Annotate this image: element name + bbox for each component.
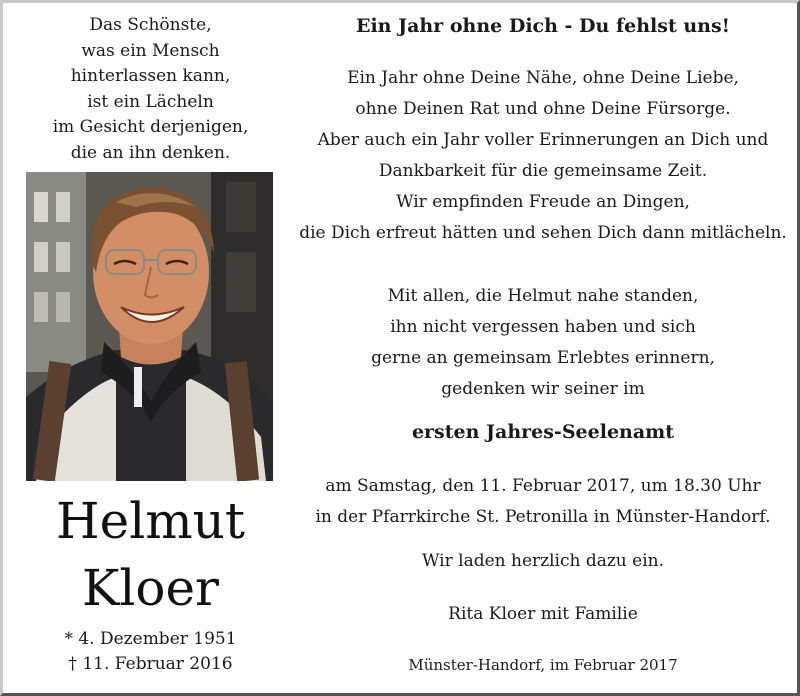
left-column xyxy=(23,13,278,167)
place-and-date: Münster-Handorf, im Februar 2017 xyxy=(408,656,678,674)
death-date: † 11. Februar 2016 xyxy=(68,654,233,674)
first-name: Helmut xyxy=(56,492,245,550)
service-location: in der Pfarrkirche St. Petronilla in Münster-Handorf. xyxy=(315,507,771,527)
quote-line: Das Schönste, xyxy=(89,15,212,35)
invitation-text: Wir laden herzlich dazu ein. xyxy=(421,551,665,571)
quote-line: die an ihn denken. xyxy=(70,142,231,163)
remembrance-paragraph xyxy=(293,63,793,249)
quote-line: was ein Mensch xyxy=(81,40,220,61)
portrait-photo xyxy=(26,172,273,481)
commemoration-paragraph xyxy=(293,281,793,405)
family-signature: Rita Kloer mit Familie xyxy=(448,604,638,624)
text-line: gedenken wir seiner im xyxy=(441,379,645,399)
text-line: Dankbarkeit für die gemeinsame Zeit. xyxy=(378,161,708,181)
headline: Ein Jahr ohne Dich - Du fehlst uns! xyxy=(355,15,731,37)
mass-title: ersten Jahres-Seelenamt xyxy=(411,421,675,443)
memorial-quote xyxy=(23,13,278,167)
text-line: die Dich erfreut hätten und sehen Dich dann mitlächeln. xyxy=(299,223,787,243)
text-line: Mit allen, die Helmut nahe standen, xyxy=(387,286,699,306)
service-details xyxy=(293,471,793,533)
service-time: am Samstag, den 11. Februar 2017, um 18.30 Uhr xyxy=(325,476,761,496)
text-line: ihn nicht vergessen haben und sich xyxy=(390,317,696,337)
text-line: Wir empfinden Freude an Dingen, xyxy=(396,192,690,212)
last-name: Kloer xyxy=(82,559,219,617)
quote-line: hinterlassen kann, xyxy=(70,66,231,87)
text-line: gerne an gemeinsam Erlebtes erinnern, xyxy=(371,348,715,368)
quote-line: im Gesicht derjenigen, xyxy=(52,117,249,138)
birth-date: * 4. Dezember 1951 xyxy=(64,629,237,649)
text-line: Ein Jahr ohne Deine Nähe, ohne Deine Liebe, xyxy=(347,68,739,88)
text-line: ohne Deinen Rat und ohne Deine Fürsorge. xyxy=(355,99,731,119)
text-line: Aber auch ein Jahr voller Erinnerungen an Dich und xyxy=(317,130,769,150)
quote-line: ist ein Lächeln xyxy=(87,91,214,112)
